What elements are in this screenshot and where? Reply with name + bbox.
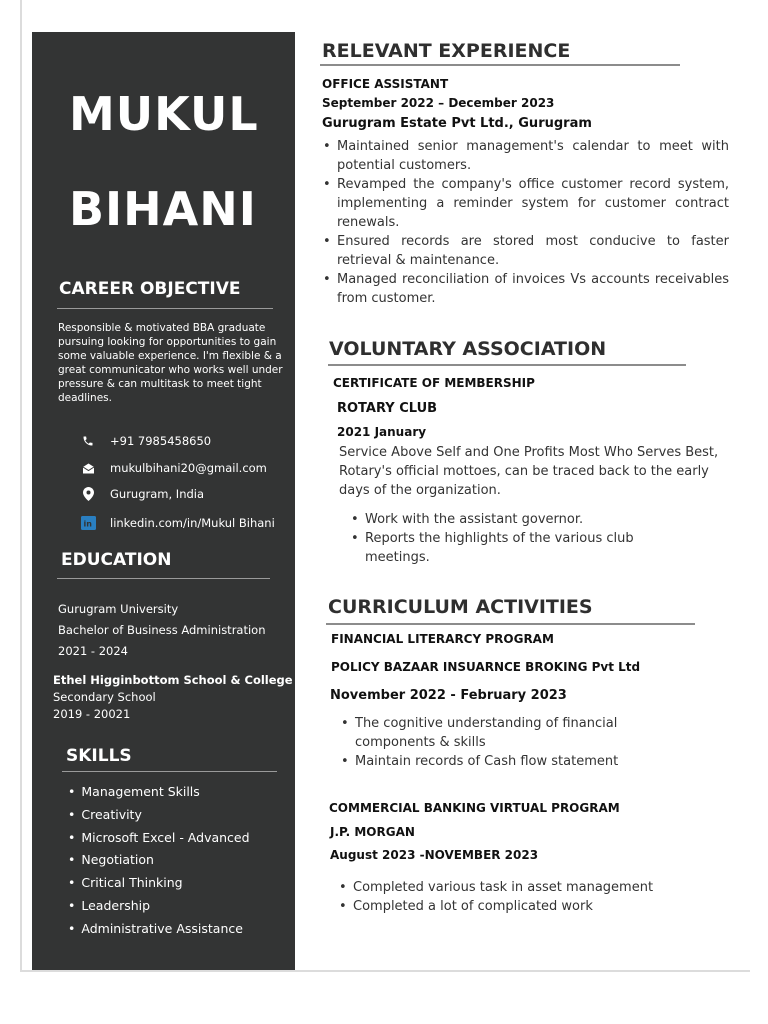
education-school: Gurugram University [58,602,179,616]
skill-item: • Administrative Assistance [68,921,250,944]
svg-text:in: in [83,519,92,529]
skills-list [68,784,250,944]
experience-bullet: • Managed reconciliation of invoices Vs accounts receivables from customer. [323,270,729,308]
program-title: FINANCIAL LITERARCY PROGRAM [331,632,554,646]
email-icon [80,460,96,476]
sidebar [32,32,295,970]
phone-icon [80,433,96,449]
location-text: Gurugram, India [110,487,205,501]
experience-bullets [323,137,729,308]
program-bullet: • Maintain records of Cash flow statement [341,752,661,771]
skill-item: • Creativity [68,807,250,830]
education-years: 2021 - 2024 [58,644,128,658]
voluntary-heading: VOLUNTARY ASSOCIATION [329,338,607,360]
contact-phone [80,433,211,449]
education-years: 2019 - 20021 [53,707,131,721]
program-bullets [341,714,661,771]
career-objective-divider [57,308,273,309]
experience-dates: September 2022 – December 2023 [322,96,555,110]
education-degree: Secondary School [53,690,156,704]
last-name: BIHANI [69,182,257,236]
education-degree: Bachelor of Business Administration [58,623,266,637]
curriculum-heading: CURRICULUM ACTIVITIES [328,596,593,618]
email-address: mukulbihani20@gmail.com [110,461,267,475]
linkedin-url: linkedin.com/in/Mukul Bihani [110,516,275,530]
program-bullet: • Completed various task in asset management [339,878,709,897]
education-heading: EDUCATION [61,550,172,570]
skill-item: • Leadership [68,898,250,921]
career-objective-text: Responsible & motivated BBA graduate pursuing looking for opportunities to gain some valuable experience. I'm flexible & a great communicator who works well under pressure & can multitask to meet tight deadlines. [58,322,283,404]
voluntary-bullet: • Reports the highlights of the various club meetings. [351,529,691,567]
contact-location [80,486,204,502]
program-organization: J.P. MORGAN [330,825,415,839]
program-title: COMMERCIAL BANKING VIRTUAL PROGRAM [329,801,620,815]
experience-role: OFFICE ASSISTANT [322,77,449,91]
skills-divider [62,771,277,772]
program-bullet: • The cognitive understanding of financial components & skills [341,714,661,752]
voluntary-certificate: CERTIFICATE OF MEMBERSHIP [333,376,535,390]
voluntary-organization: ROTARY CLUB [337,401,438,416]
program-bullet: • Completed a lot of complicated work [339,897,709,916]
location-icon [80,486,96,502]
experience-company: Gurugram Estate Pvt Ltd., Gurugram [322,116,592,131]
experience-bullet: • Ensured records are stored most conducive to faster retrieval & maintenance. [323,232,729,270]
page-border-bottom [20,970,750,972]
education-school: Ethel Higginbottom School & College [53,673,293,687]
voluntary-bullet: • Work with the assistant governor. [351,510,691,529]
contact-linkedin[interactable] [80,515,275,531]
skills-heading: SKILLS [66,746,132,766]
skill-item: • Critical Thinking [68,875,250,898]
contact-email[interactable] [80,460,267,476]
experience-divider [320,64,680,66]
experience-bullet: • Revamped the company's office customer record system, implementing a reminder system for customer contract renewals. [323,175,729,232]
skill-item: • Management Skills [68,784,250,807]
career-objective-heading: CAREER OBJECTIVE [59,279,241,299]
voluntary-divider [328,364,686,366]
experience-bullet: • Maintained senior management's calendar to meet with potential customers. [323,137,729,175]
voluntary-description: Service Above Self and One Profits Most Who Serves Best, Rotary's official mottoes, can be traced back to the early days of the organization. [339,445,719,498]
curriculum-divider [326,623,695,625]
first-name: MUKUL [69,87,259,141]
program-dates: November 2022 - February 2023 [330,688,567,703]
linkedin-icon [80,515,96,531]
program-bullets [339,878,709,916]
education-divider [57,578,270,579]
program-organization: POLICY BAZAAR INSUARNCE BROKING Pvt Ltd [331,660,641,674]
experience-heading: RELEVANT EXPERIENCE [322,40,571,62]
voluntary-date: 2021 January [337,425,427,439]
skill-item: • Microsoft Excel - Advanced [68,830,250,853]
phone-number: +91 7985458650 [110,434,212,448]
page-border-left [20,0,22,972]
voluntary-bullets [351,510,691,567]
skill-item: • Negotiation [68,852,250,875]
program-dates: August 2023 -NOVEMBER 2023 [330,848,539,862]
